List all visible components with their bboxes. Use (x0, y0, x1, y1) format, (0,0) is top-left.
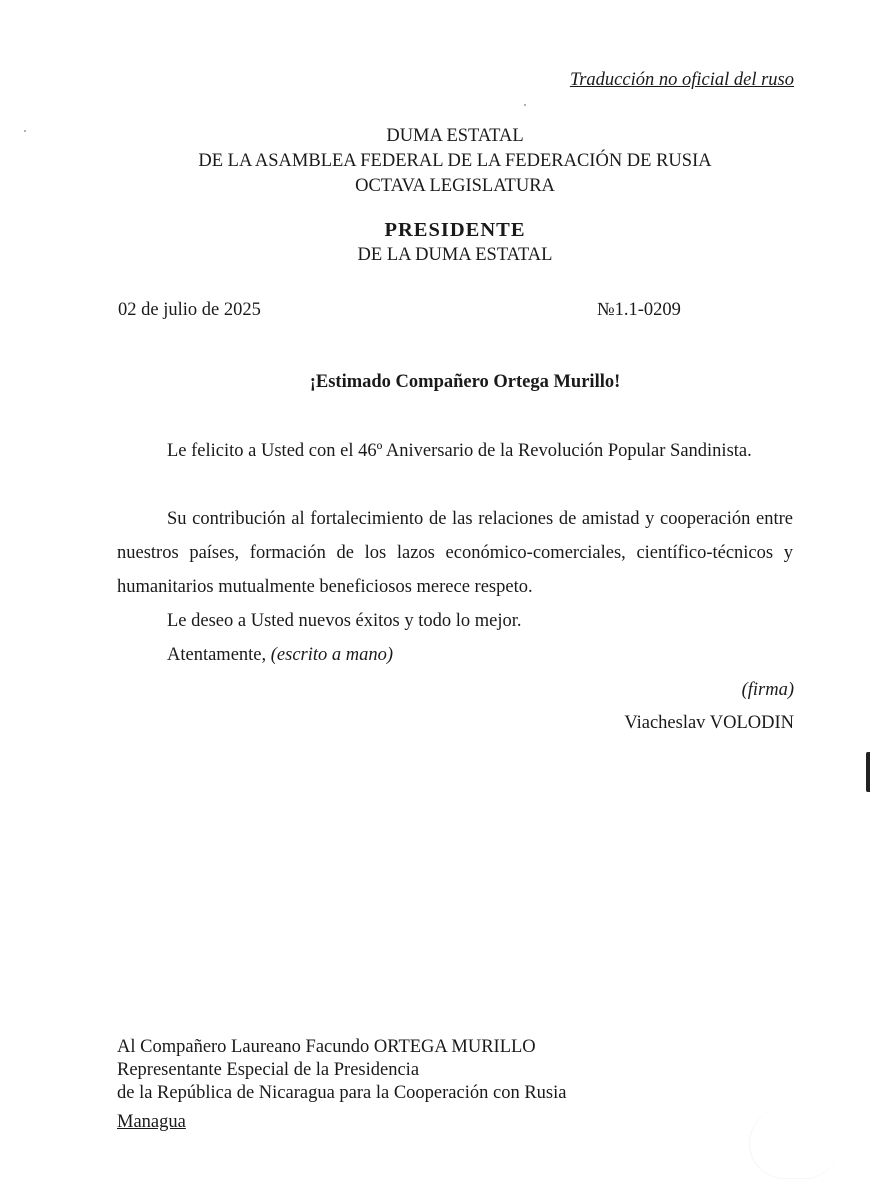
closing-handwritten-note: (escrito a mano) (270, 645, 394, 665)
reference-number: №1.1-0209 (597, 300, 681, 320)
body-paragraph-1 (117, 434, 793, 468)
closing-text: Atentamente, (167, 645, 267, 665)
recipient-title-continued: de la República de Nicaragua para la Cooperación con Rusia (117, 1083, 567, 1103)
signer-name: Viacheslav VOLODIN (624, 713, 794, 733)
signature-note: (firma) (741, 680, 794, 700)
body-paragraph-3: Le deseo a Usted nuevos éxitos y todo lo mejor. (167, 611, 522, 631)
body-paragraph-2 (117, 502, 793, 604)
letterhead-assembly: DE LA ASAMBLEA FEDERAL DE LA FEDERACIÓN DE RUSIA (198, 151, 712, 171)
translation-note: Traducción no oficial del ruso (569, 70, 794, 90)
salutation: ¡Estimado Compañero Ortega Murillo! (309, 372, 621, 392)
president-title: PRESIDENTE (384, 219, 526, 241)
scan-edge-mark (866, 752, 870, 792)
recipient-title: Representante Especial de la Presidencia (117, 1060, 420, 1080)
letterhead-legislature: OCTAVA LEGISLATURA (355, 176, 555, 196)
closing-line (167, 638, 843, 672)
letter-date: 02 de julio de 2025 (118, 300, 261, 320)
faint-stamp-mark (749, 1108, 840, 1179)
scan-speck (24, 130, 26, 132)
letterhead-institution: DUMA ESTATAL (386, 126, 524, 146)
paragraph-text: Su contribución al fortalecimiento de las relaciones de amistad y cooperación entre nuestros países, formación de los lazos económico-comerciales, científico-técnicos y humanitarios mutualmente beneficiosos merece respeto. (117, 509, 793, 597)
scan-speck (524, 104, 526, 106)
recipient-city: Managua (117, 1112, 186, 1132)
recipient-block (117, 1036, 566, 1134)
president-subtitle: DE LA DUMA ESTATAL (357, 245, 553, 265)
paragraph-text: Le felicito a Usted con el 46º Aniversario de la Revolución Popular Sandinista. (167, 441, 752, 461)
letterhead (0, 124, 870, 199)
recipient-name: Al Compañero Laureano Facundo ORTEGA MURILLO (117, 1037, 536, 1057)
president-heading (0, 218, 870, 268)
